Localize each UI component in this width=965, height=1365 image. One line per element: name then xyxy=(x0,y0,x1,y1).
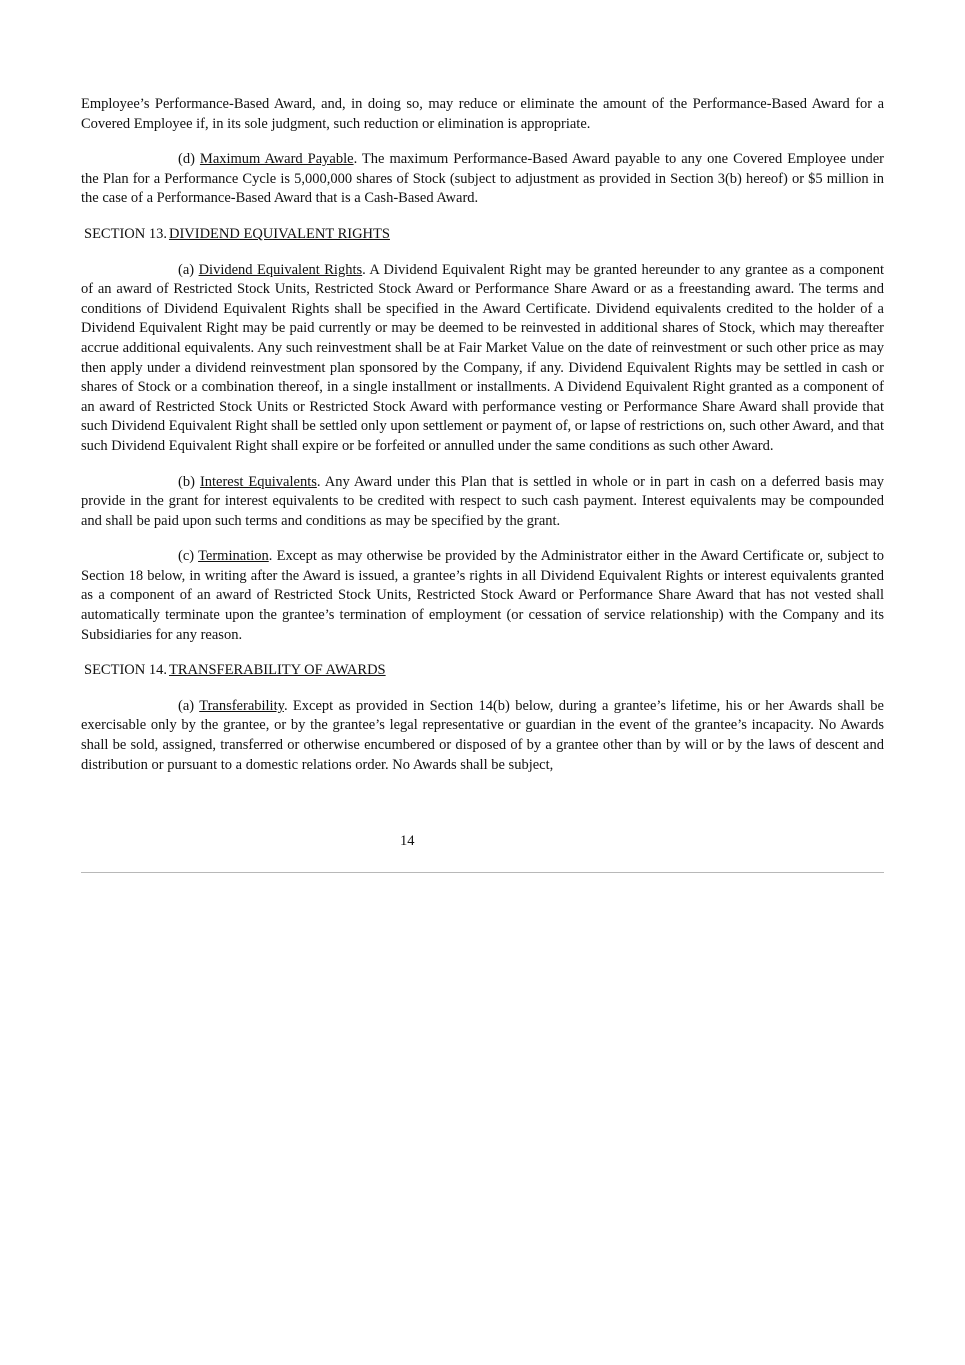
section-number: SECTION 13. xyxy=(84,225,167,242)
paragraph-marker: (c) xyxy=(178,548,195,565)
paragraph-heading: Dividend Equivalent Rights xyxy=(198,261,363,278)
page-number: 14 xyxy=(400,833,415,849)
paragraph-text: . Except as may otherwise be provided by the Administrator either in the Award Certificate or, subject to Section 18 below, in writing after the Award is issued, a grantee’s rights in all Dividend Equivalent Rights or interest equivalents granted as a component of an award of Restricted Stock Units, Restricted Stock Award or Performance Share Award that has not vested shall automatically terminate upon the grantee’s termination of employment (or cessation of service relationship) with the Company and its Subsidiaries for any reason. xyxy=(81,548,884,643)
section-14-heading xyxy=(84,661,884,681)
paragraph-heading: Transferability xyxy=(199,697,284,714)
paragraph-12c-continued: Employee’s Performance-Based Award, and, in doing so, may reduce or eliminate the amount of the Performance-Based Award for a Covered Employee if, in its sole judgment, such reduction or elimination is appropriate. xyxy=(81,96,884,132)
paragraph-marker: (a) xyxy=(178,261,195,278)
paragraph-text: . Any Award under this Plan that is settled in whole or in part in cash on a deferred basis may provide in the grant for interest equivalents to be credited with respect to such cash payment. Interest equivalents may be compounded and shall be paid upon such terms and conditions as may be specified by the grant. xyxy=(81,473,885,529)
paragraph-14a xyxy=(81,697,884,775)
paragraph-13b xyxy=(81,473,884,532)
paragraph-marker: (b) xyxy=(178,473,195,490)
paragraph-heading: Maximum Award Payable xyxy=(199,151,354,168)
section-title: TRANSFERABILITY OF AWARDS xyxy=(168,662,386,679)
section-number: SECTION 14. xyxy=(84,662,167,679)
document-page xyxy=(81,95,884,791)
paragraph-13a xyxy=(81,261,884,457)
paragraph-text: . Except as provided in Section 14(b) below, during a grantee’s lifetime, his or her Awards shall be exercisable only by the grantee, or by the grantee’s legal representative or guardian in the event of the grantee’s incapacity. No Awards shall be sold, assigned, transferred or otherwise encumbered or disposed of by a grantee other than by will or by the laws of descent and distribution or pursuant to a domestic relations order. No Awards shall be subject, xyxy=(81,697,884,773)
paragraph-text: . A Dividend Equivalent Right may be granted hereunder to any grantee as a component of an award of Restricted Stock Units, Restricted Stock Award or Performance Share Award or as a freestanding award. The terms and conditions of Dividend Equivalent Rights shall be specified in the Award Certificate. Dividend equivalents credited to the holder of a Dividend Equivalent Right may be paid currently or may be deemed to be reinvested in additional shares of Stock, which may thereafter accrue additional equivalents. Any such reinvestment shall be at Fair Market Value on the date of reinvestment or such other price as may then apply under a dividend reinvestment plan sponsored by the Company, if any. Dividend Equivalent Rights may be settled in cash or shares of Stock or a combination thereof, in a single installment or installments. A Dividend Equivalent Right granted as a component of an award of Restricted Stock Units or Restricted Stock Award with performance vesting or Performance Share Award shall provide that such Dividend Equivalent Right shall be settled only upon settlement or payment of, or lapse of restrictions on, such other Award, and that such Dividend Equivalent Right shall expire or be forfeited or annulled under the same conditions as such other Award. xyxy=(81,261,885,454)
paragraph-12d xyxy=(81,150,884,209)
section-title: DIVIDEND EQUIVALENT RIGHTS xyxy=(168,225,390,242)
paragraph-heading: Interest Equivalents xyxy=(199,473,317,490)
paragraph-marker: (a) xyxy=(178,697,195,714)
paragraph-text: . The maximum Performance-Based Award payable to any one Covered Employee under the Plan for a Performance Cycle is 5,000,000 shares of Stock (subject to adjustment as provided in Section 3(b) hereof) or $5 million in the case of a Performance-Based Award that is a Cash-Based Award. xyxy=(81,151,885,207)
paragraph-13c xyxy=(81,547,884,645)
paragraph-heading: Termination xyxy=(198,548,269,565)
paragraph-marker: (d) xyxy=(178,151,195,168)
page-divider xyxy=(81,872,884,873)
section-13-heading xyxy=(84,225,884,245)
